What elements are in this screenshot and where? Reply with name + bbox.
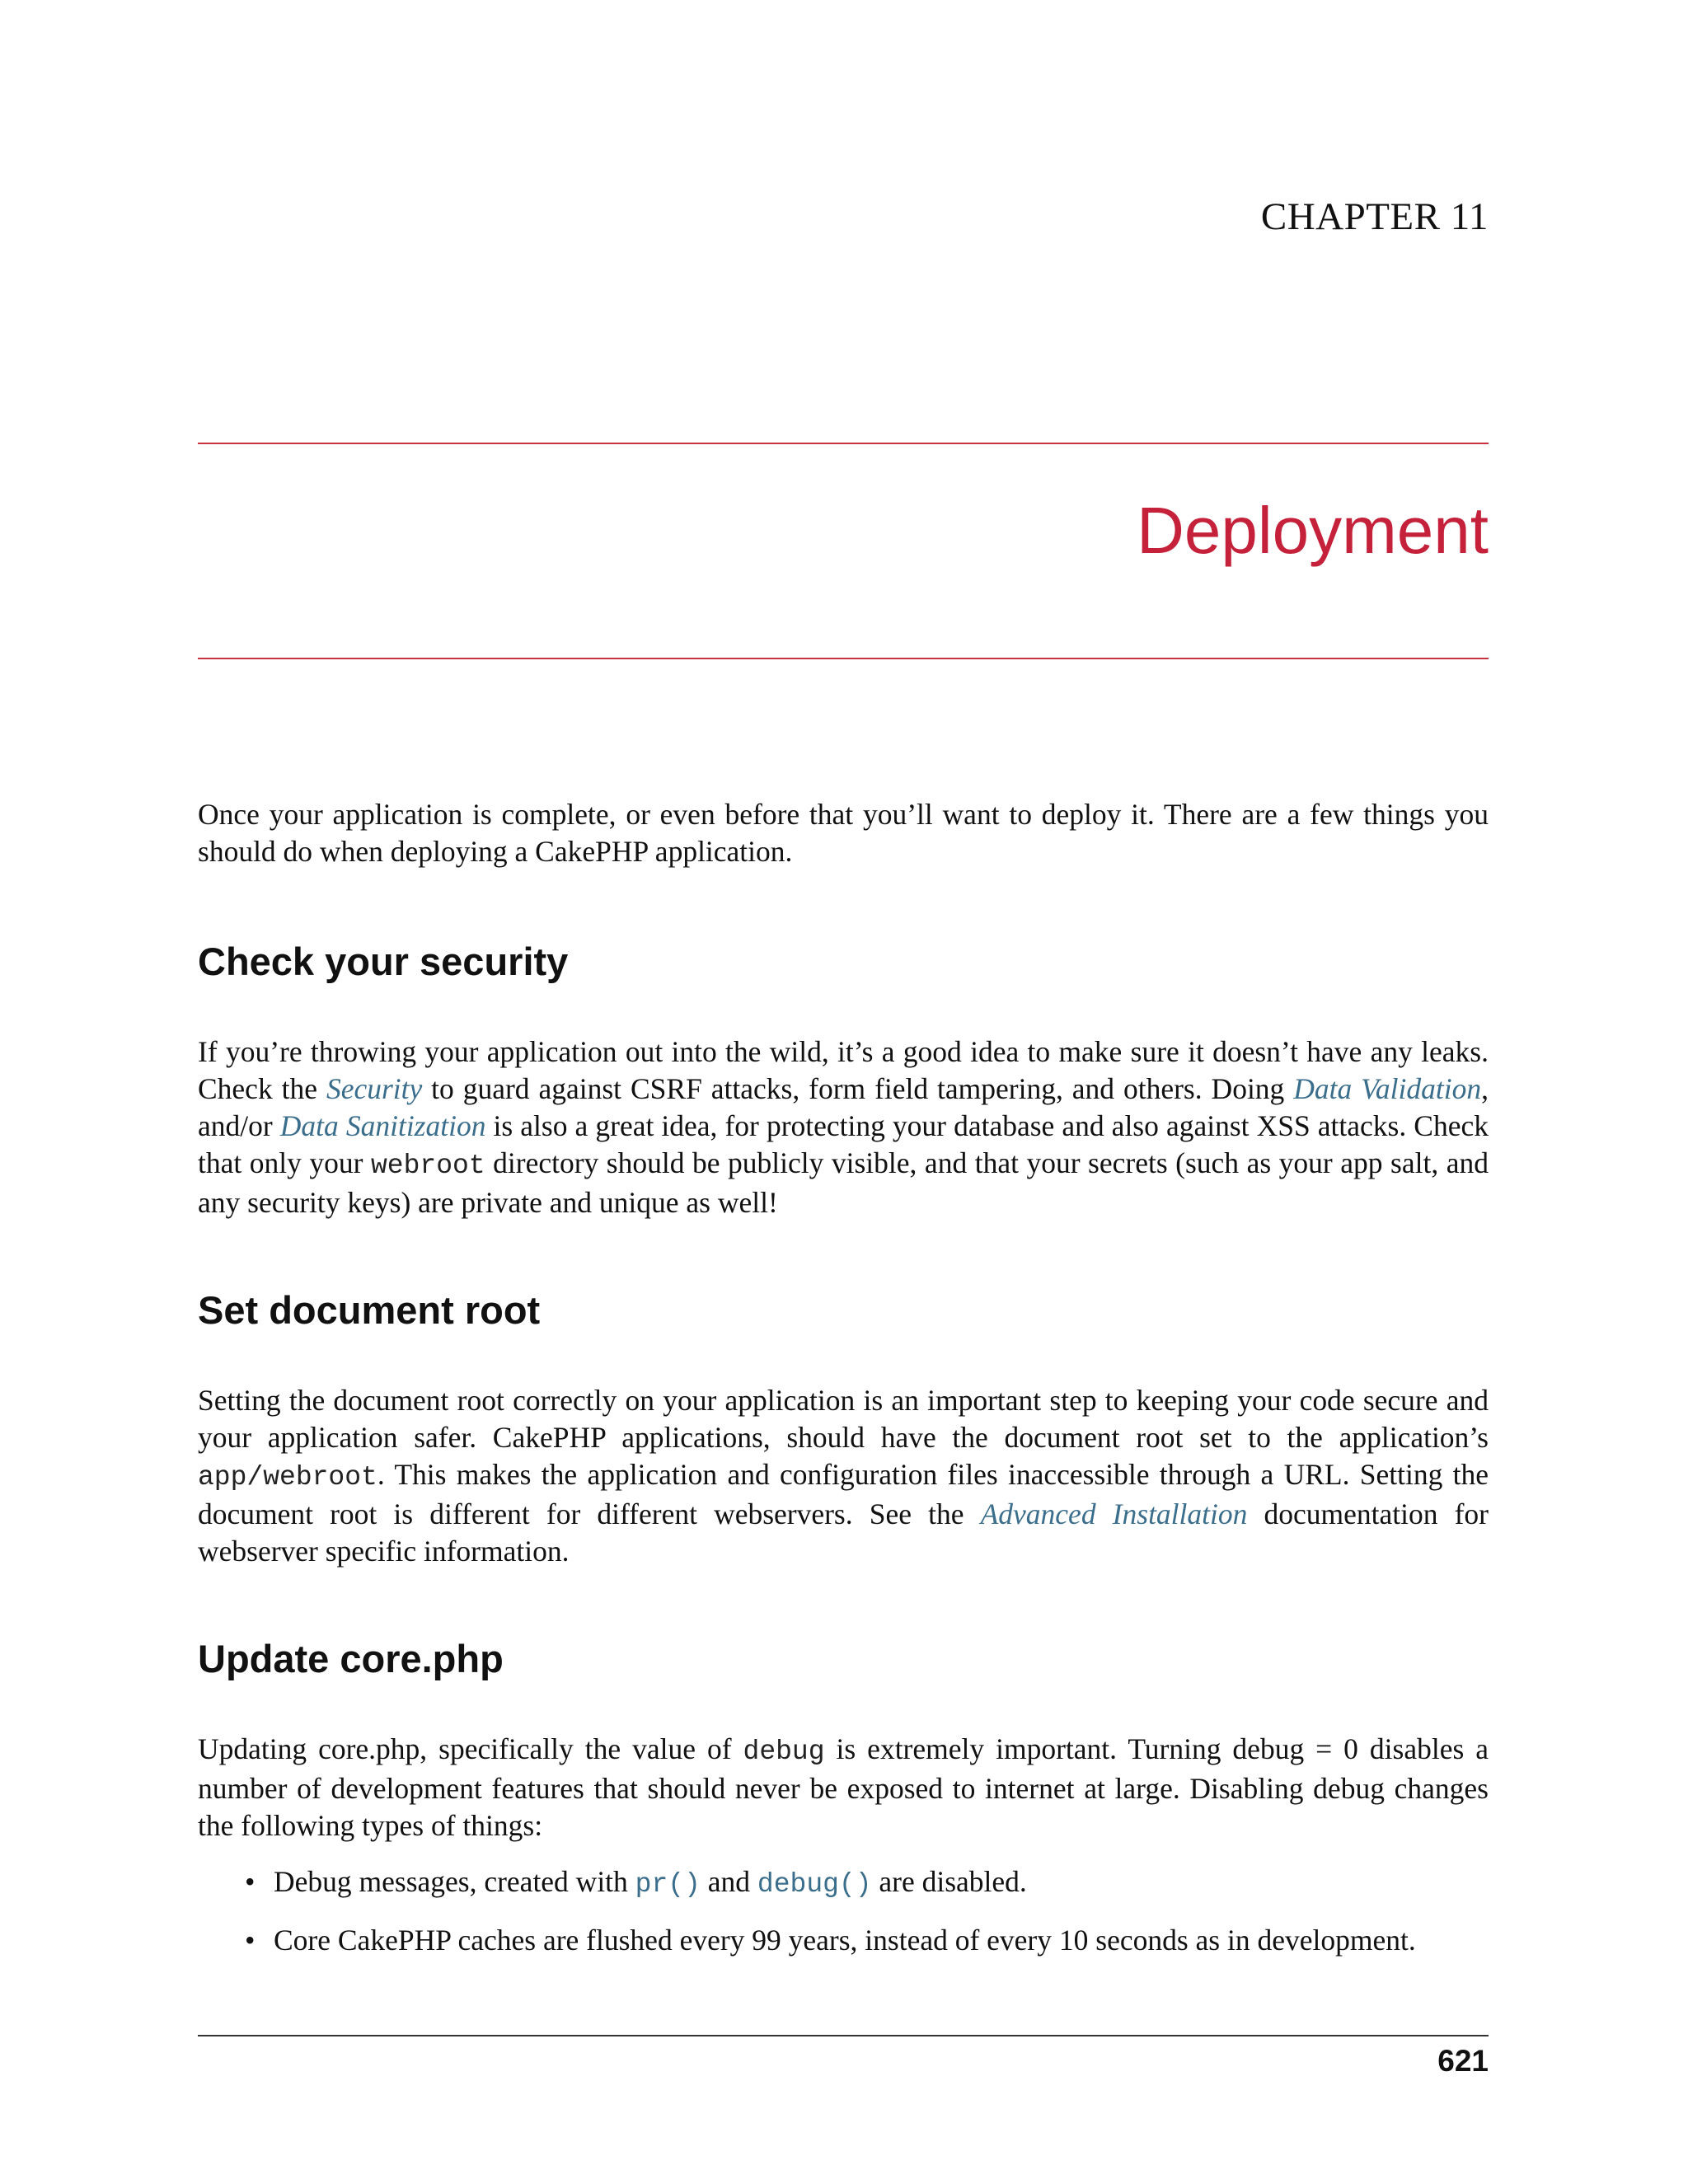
document-root-paragraph	[198, 1382, 1489, 1570]
list-item	[198, 1863, 1489, 1903]
section-body-update-core	[198, 1731, 1489, 1844]
section-body-document-root	[198, 1382, 1489, 1570]
text-run: and	[700, 1865, 757, 1898]
intro-text: Once your application is complete, or even before that you’ll want to deploy it. There are a few things you should do when deploying a CakePHP application.	[198, 798, 1489, 868]
security-link[interactable]: Security	[326, 1072, 423, 1105]
advanced-installation-link[interactable]: Advanced Installation	[980, 1497, 1248, 1530]
text-run: Updating core.php, specifically the value of	[198, 1732, 743, 1765]
text-run: directory should be publicly visible, and that your secrets (such as your app salt, and any security keys) are private and unique as well!	[198, 1146, 1489, 1219]
bullet-icon: •	[245, 1924, 256, 1957]
text-run: Debug messages, created with	[274, 1865, 635, 1898]
footer-rule	[198, 2035, 1489, 2036]
intro-paragraph	[198, 796, 1489, 870]
data-sanitization-link[interactable]: Data Sanitization	[279, 1109, 486, 1142]
pr-function-link[interactable]: pr()	[635, 1869, 701, 1900]
text-run: are disabled.	[871, 1865, 1027, 1898]
chapter-label: CHAPTER 11	[1260, 195, 1489, 238]
list-item	[198, 1922, 1489, 1959]
text-run: . This makes the application and configuration files inaccessible through a URL. Setting the document root is different for different webservers. See the	[198, 1458, 1489, 1530]
debug-changes-list	[198, 1863, 1489, 1978]
text-run: Core CakePHP caches are flushed every 99 years, instead of every 10 seconds as in development.	[274, 1924, 1416, 1957]
text-run: , and/or	[198, 1072, 1489, 1142]
webroot-code: webroot	[370, 1151, 485, 1181]
section-title-check-security: Check your security	[198, 940, 569, 983]
text-run: Setting the document root correctly on your application is an important step to keeping your code secure and your application safer. CakePHP applications, should have the document root set to the application’s	[198, 1384, 1489, 1454]
data-validation-link[interactable]: Data Validation	[1293, 1072, 1482, 1105]
document-page	[198, 0, 1489, 2184]
update-core-paragraph	[198, 1731, 1489, 1844]
text-run: to guard against CSRF attacks, form field tampering, and others. Doing	[422, 1072, 1294, 1105]
chapter-title: Deployment	[1137, 494, 1489, 567]
text-run: is also a great idea, for protecting your database and also against XSS attacks. Check that only your	[198, 1109, 1489, 1179]
text-run: is extremely important. Turning debug = 0 disables a number of development features that should never be exposed to internet at large. Disabling debug changes the following types of things:	[198, 1732, 1489, 1842]
page-number: 621	[1437, 2044, 1489, 2078]
section-body-check-security	[198, 1033, 1489, 1221]
section-title-update-core: Update core.php	[198, 1637, 504, 1680]
bullet-icon: •	[245, 1865, 256, 1898]
text-run: documentation for webserver specific information.	[198, 1497, 1489, 1568]
title-rule-bottom	[198, 658, 1489, 659]
text-run: If you’re throwing your application out into the wild, it’s a good idea to make sure it doesn’t have any leaks. Check the	[198, 1035, 1489, 1105]
security-paragraph	[198, 1033, 1489, 1221]
app-webroot-code: app/webroot	[198, 1462, 377, 1493]
debug-code: debug	[743, 1736, 825, 1767]
section-title-document-root: Set document root	[198, 1288, 541, 1332]
debug-function-link[interactable]: debug()	[757, 1869, 872, 1900]
title-rule-top	[198, 443, 1489, 444]
